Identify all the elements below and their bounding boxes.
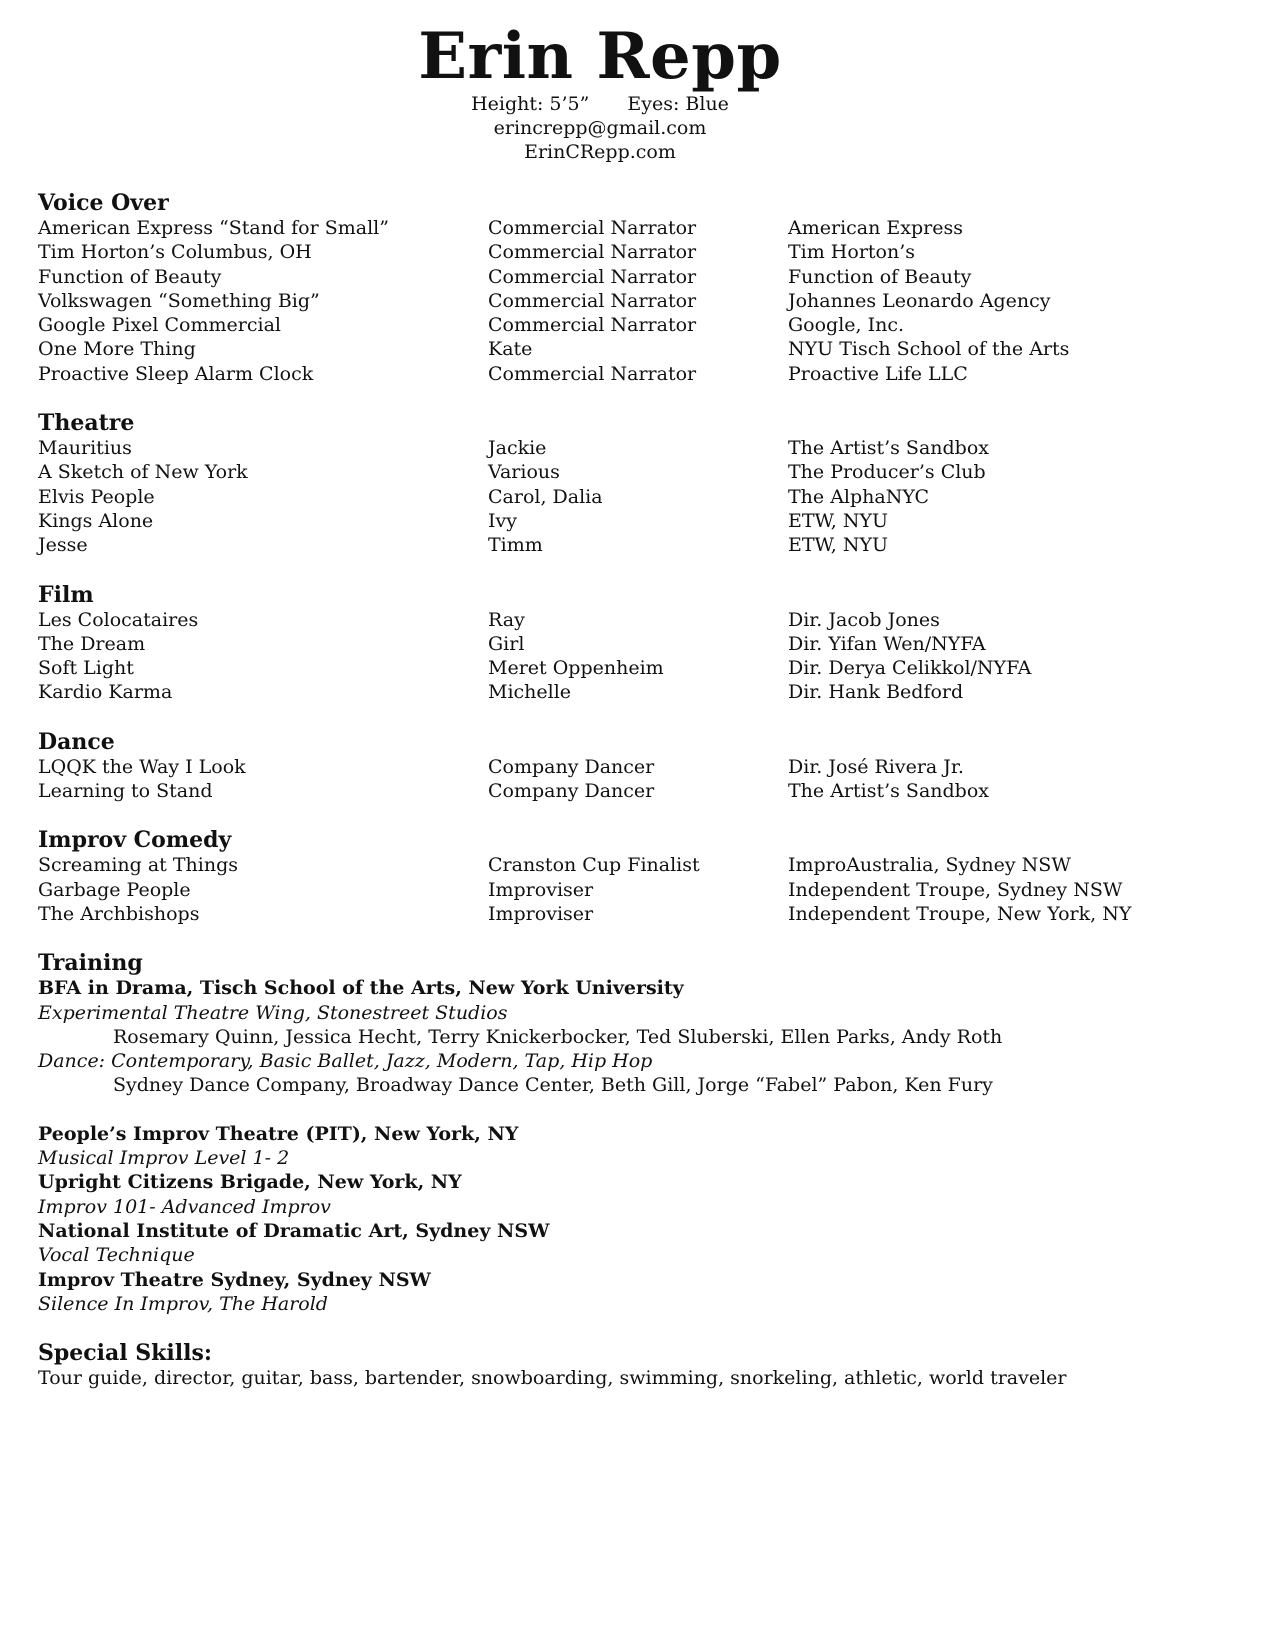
credit-row xyxy=(38,265,1238,289)
credit-project: Google Pixel Commercial xyxy=(38,314,281,337)
credit-role: Jackie xyxy=(488,437,547,460)
credit-role: Timm xyxy=(488,534,543,557)
credit-company: Proactive Life LLC xyxy=(788,362,968,385)
credit-role: Improviser xyxy=(488,878,594,901)
credit-role: Commercial Narrator xyxy=(488,289,697,312)
credit-company: The Artist’s Sandbox xyxy=(788,780,989,803)
credit-company: ImproAustralia, Sydney NSW xyxy=(788,854,1071,877)
credit-role: Michelle xyxy=(488,681,572,704)
credit-company: Dir. Derya Celikkol/NYFA xyxy=(788,657,1032,680)
credit-row xyxy=(38,853,1238,877)
school-name: National Institute of Dramatic Art, Sydney NSW xyxy=(38,1219,550,1242)
credit-role: Company Dancer xyxy=(488,780,655,803)
credit-project: Volkswagen “Something Big” xyxy=(38,289,320,312)
credit-row xyxy=(38,240,1238,264)
credit-project: Kardio Karma xyxy=(38,681,173,704)
credit-project: LQQK the Way I Look xyxy=(38,755,246,778)
credit-role: Carol, Dalia xyxy=(488,485,603,508)
actor-name: Erin Repp xyxy=(418,19,782,94)
credit-role: Commercial Narrator xyxy=(488,241,697,264)
credit-project: Mauritius xyxy=(38,437,132,460)
eyes-text: Eyes: Blue xyxy=(627,93,729,115)
credit-row xyxy=(38,436,1238,460)
email-text: erincrepp@gmail.com xyxy=(493,117,707,139)
credit-company: Dir. Jacob Jones xyxy=(788,608,940,631)
physical-stats xyxy=(0,92,1200,116)
credit-row xyxy=(38,313,1238,337)
section-title: Voice Over xyxy=(38,190,169,216)
credit-company: Function of Beauty xyxy=(788,265,972,288)
credit-role: Girl xyxy=(488,632,525,655)
credit-row xyxy=(38,509,1238,533)
dance-training-text: Dance: Contemporary, Basic Ballet, Jazz, Modern, Tap, Hip Hop xyxy=(38,1050,653,1073)
credit-role: Commercial Narrator xyxy=(488,314,697,337)
theatre-section xyxy=(38,410,1238,557)
credit-row xyxy=(38,608,1238,632)
credit-company: NYU Tisch School of the Arts xyxy=(788,338,1070,361)
credit-role: Ivy xyxy=(488,509,517,532)
credit-project: Tim Horton’s Columbus, OH xyxy=(38,241,312,264)
school-course: Vocal Technique xyxy=(38,1244,195,1267)
credit-company: American Express xyxy=(788,217,963,239)
credit-project: American Express “Stand for Small” xyxy=(38,217,389,239)
credit-company: Dir. Yifan Wen/NYFA xyxy=(788,632,986,655)
credit-row xyxy=(38,485,1238,509)
etw-teachers-text: Rosemary Quinn, Jessica Hecht, Terry Knickerbocker, Ted Sluberski, Ellen Parks, Andy Roth xyxy=(113,1025,1003,1048)
credit-company: Tim Horton’s xyxy=(788,241,915,264)
credit-company: Independent Troupe, New York, NY xyxy=(788,902,1132,925)
credit-row xyxy=(38,533,1238,557)
credit-role: Ray xyxy=(488,608,525,631)
credit-project: Kings Alone xyxy=(38,509,154,532)
voice-over-section xyxy=(38,190,1238,386)
credit-role: Meret Oppenheim xyxy=(488,657,664,680)
credit-role: Commercial Narrator xyxy=(488,217,697,239)
credit-project: A Sketch of New York xyxy=(38,461,248,484)
improv-section xyxy=(38,827,1238,926)
section-title: Film xyxy=(38,581,94,608)
skills-text: Tour guide, director, guitar, bass, bartender, snowboarding, swimming, snorkeling, athletic, world traveler xyxy=(38,1367,1067,1390)
credit-project: Elvis People xyxy=(38,485,155,508)
credit-company: The AlphaNYC xyxy=(788,485,930,508)
credit-project: Function of Beauty xyxy=(38,265,222,288)
credit-role: Commercial Narrator xyxy=(488,265,697,288)
skills-section xyxy=(38,1340,1238,1390)
height-text: Height: 5’5” xyxy=(471,93,590,115)
credit-project: Garbage People xyxy=(38,878,191,901)
credit-role: Company Dancer xyxy=(488,755,655,778)
credit-role: Kate xyxy=(488,338,533,361)
section-title: Dance xyxy=(38,728,115,755)
credit-project: Jesse xyxy=(38,534,88,557)
credit-row xyxy=(38,289,1238,313)
credit-project: The Dream xyxy=(38,632,146,655)
school-name: Upright Citizens Brigade, New York, NY xyxy=(38,1171,462,1194)
section-title: Special Skills: xyxy=(38,1340,213,1367)
resume-header xyxy=(0,19,1200,164)
school-course: Improv 101- Advanced Improv xyxy=(38,1195,331,1218)
credit-row xyxy=(38,460,1238,484)
credit-project: Learning to Stand xyxy=(38,780,213,803)
credit-company: ETW, NYU xyxy=(788,509,889,532)
credit-project: One More Thing xyxy=(38,338,196,361)
film-section xyxy=(38,582,1238,705)
credit-row xyxy=(38,680,1238,704)
credit-company: Independent Troupe, Sydney NSW xyxy=(788,878,1123,901)
credit-company: ETW, NYU xyxy=(788,534,889,557)
credit-role: Cranston Cup Finalist xyxy=(488,854,700,877)
credit-row xyxy=(38,337,1238,361)
school-course: Silence In Improv, The Harold xyxy=(38,1292,328,1315)
degree-text: BFA in Drama, Tisch School of the Arts, New York University xyxy=(38,977,684,1000)
etw-text: Experimental Theatre Wing, Stonestreet Studios xyxy=(38,1001,508,1024)
credit-company: Google, Inc. xyxy=(788,314,905,337)
credit-project: Soft Light xyxy=(38,657,134,680)
credit-row xyxy=(38,779,1238,803)
credit-company: The Artist’s Sandbox xyxy=(788,437,989,460)
training-section xyxy=(38,950,1238,1316)
credit-role: Commercial Narrator xyxy=(488,362,697,385)
resume-body xyxy=(38,190,1238,1414)
credit-company: Johannes Leonardo Agency xyxy=(788,289,1051,312)
school-name: Improv Theatre Sydney, Sydney NSW xyxy=(38,1268,431,1291)
credit-role: Improviser xyxy=(488,902,594,925)
section-title: Training xyxy=(38,950,143,977)
website-text: ErinCRepp.com xyxy=(524,141,676,163)
school-course: Musical Improv Level 1- 2 xyxy=(38,1147,290,1170)
section-title: Improv Comedy xyxy=(38,827,232,854)
credit-row xyxy=(38,878,1238,902)
school-name: People’s Improv Theatre (PIT), New York, NY xyxy=(38,1122,519,1145)
credit-company: Dir. José Rivera Jr. xyxy=(788,755,964,778)
credit-row xyxy=(38,632,1238,656)
credit-row xyxy=(38,362,1238,386)
credit-company: Dir. Hank Bedford xyxy=(788,681,964,704)
credit-row xyxy=(38,755,1238,779)
credit-row xyxy=(38,656,1238,680)
credit-row xyxy=(38,216,1238,240)
credit-project: The Archbishops xyxy=(38,902,200,925)
credit-row xyxy=(38,902,1238,926)
credit-project: Screaming at Things xyxy=(38,854,238,877)
dance-section xyxy=(38,729,1238,804)
dance-teachers-text: Sydney Dance Company, Broadway Dance Center, Beth Gill, Jorge “Fabel” Pabon, Ken Fury xyxy=(113,1074,993,1097)
section-title: Theatre xyxy=(38,410,135,437)
credit-company: The Producer’s Club xyxy=(788,461,986,484)
credit-project: Les Colocataires xyxy=(38,608,199,631)
credit-role: Various xyxy=(488,461,560,484)
credit-project: Proactive Sleep Alarm Clock xyxy=(38,362,314,385)
